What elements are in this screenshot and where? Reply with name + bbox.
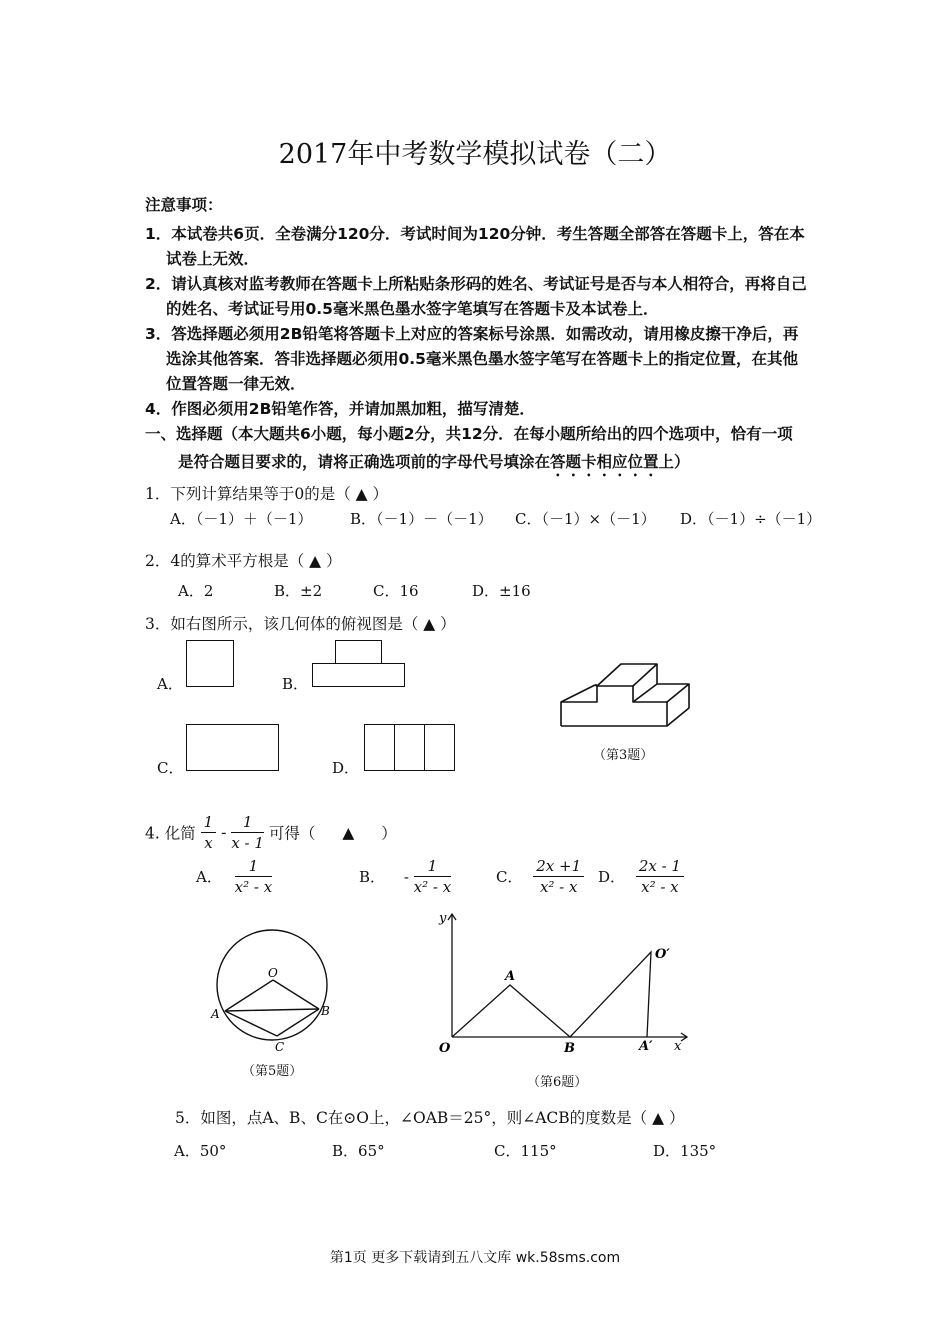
fig5-label-c: C [275, 1040, 285, 1054]
fig6-caption: （第6题） [527, 1075, 588, 1090]
q3-option-c-figure [186, 724, 279, 771]
note-1-line-1: 1．本试卷共6页．全卷满分120分．考试时间为120分钟．考生答题全部答在答题卡上，答在本 [145, 225, 805, 243]
q3-option-b: B． [282, 675, 309, 693]
q4-suffix: 可得（ [268, 824, 316, 843]
note-2-line-2: 的姓名、考试证号用0.5毫米黑色墨水签字笔填写在答题卡及本试卷上． [166, 300, 659, 318]
q3-option-a-figure [186, 640, 234, 687]
q3-stem: 3．如右图所示，该几何体的俯视图是（ ▲ ） [145, 615, 456, 633]
q4-option-c-num: 2x +1 [533, 856, 584, 877]
q4-option-b [359, 856, 451, 897]
q4-fraction-2-den: x - 1 [231, 834, 264, 852]
q3-option-d: D． [332, 759, 360, 777]
q1-option-b: B．（－1）－（－1） [350, 510, 493, 528]
q5-option-b: B．65° [332, 1142, 385, 1160]
page-footer: 第1页 更多下载请到五八文库 wk.58sms.com [329, 1250, 621, 1266]
fig6-label-o-prime: O′ [655, 947, 670, 962]
q4-option-b-fraction [414, 856, 452, 897]
q4-option-c-label: C． [496, 868, 523, 886]
q4-option-d [598, 856, 684, 897]
q4-option-c-den: x² - x [539, 878, 578, 896]
q4-stem [145, 812, 397, 858]
q3-solid-figure [555, 660, 695, 735]
q4-fraction-1-num: 1 [201, 812, 217, 833]
q5-option-a: A．50° [174, 1142, 227, 1160]
note-2-line-1: 2．请认真核对监考教师在答题卡上所粘贴条形码的姓名、考试证号是否与本人相符合，再将自己 [145, 275, 807, 293]
q4-option-b-label: B． [359, 868, 386, 886]
q1-option-a: A．（－1）＋（－1） [170, 510, 313, 528]
q4-fraction-2-num: 1 [231, 812, 264, 833]
note-4-line-1: 4．作图必须用2B铅笔作答，并请加黑加粗，描写清楚． [145, 400, 535, 418]
q4-fraction-1 [201, 812, 217, 853]
q4-option-d-den: x² - x [641, 878, 679, 896]
q2-option-a: A．2 [178, 582, 214, 600]
q4-option-c-fraction [533, 856, 584, 897]
note-3-line-1: 3．答选择题必须用2B铅笔将答题卡上对应的答案标号涂黑．如需改动，请用橡皮擦干净后，再 [145, 325, 799, 343]
q3-option-d-divider-2 [424, 724, 425, 771]
fig5-caption: （第5题） [242, 1064, 303, 1079]
q2-stem: 2．4的算术平方根是（ ▲ ） [145, 552, 342, 570]
q4-option-a [196, 856, 272, 897]
q4-option-b-sign: - [403, 867, 409, 886]
fig5-label-o: O [268, 966, 278, 980]
section-1-line-1: 一、选择题（本大题共6小题，每小题2分，共12分．在每小题所给出的四个选项中，恰有一项 [145, 425, 793, 443]
q5-stem: 5．如图，点A、B、C在⊙O上，∠OAB＝25°，则∠ACB的度数是（ ▲ ） [175, 1109, 685, 1127]
fig5-label-a: A [211, 1007, 220, 1021]
q3-option-c: C． [157, 759, 184, 777]
fig5-label-b: B [321, 1004, 330, 1018]
q4-option-d-fraction [636, 856, 684, 897]
fig6-label-b: B [564, 1041, 575, 1056]
fig5-circle-diagram [205, 925, 345, 1060]
q5-option-d: D．135° [653, 1142, 717, 1160]
q2-option-c: C．16 [373, 582, 419, 600]
q3-option-a: A． [157, 675, 183, 693]
q3-option-b-figure-bottom [312, 663, 405, 687]
q4-option-a-num: 1 [235, 856, 273, 877]
q4-minus: - [221, 823, 227, 842]
q4-fraction-2 [231, 812, 264, 853]
section-1-line-2 [178, 450, 690, 480]
q2-option-d: D．±16 [472, 582, 531, 600]
note-3-line-2: 选涂其他答案．答非选择题必须用0.5毫米黑色墨水签字笔写在答题卡上的指定位置，在其他 [166, 350, 798, 368]
q3-option-d-figure [364, 724, 455, 771]
q4-close: ） [381, 824, 397, 843]
q1-option-c: C．（－1）×（－1） [515, 510, 656, 528]
q4-option-b-den: x² - x [413, 878, 452, 896]
q4-option-c [496, 856, 584, 897]
q4-option-d-label: D． [598, 868, 626, 886]
q4-option-a-label: A． [196, 868, 222, 886]
q4-triangle: ▲ [342, 823, 355, 842]
section-1-line-2c: 上） [658, 453, 690, 471]
q4-fraction-1-den: x [204, 834, 213, 852]
q1-option-d: D．（－1）÷（－1） [680, 510, 822, 528]
fig6-label-a-prime: A′ [639, 1039, 653, 1054]
q4-option-a-fraction [235, 856, 273, 897]
notes-heading: 注意事项： [145, 196, 223, 214]
q3-figure-caption: （第3题） [593, 748, 654, 763]
q1-stem: 1．下列计算结果等于0的是（ ▲ ） [145, 485, 388, 503]
note-1-line-2: 试卷上无效． [166, 250, 260, 268]
section-1-line-2a: 是符合题目要求的，请将正确选项前的字母代号填涂在 [178, 453, 551, 471]
q2-option-b: B．±2 [274, 582, 323, 600]
q4-prefix: 4. 化简 [145, 824, 196, 843]
q3-option-d-divider-1 [394, 724, 395, 771]
fig6-label-o: O [439, 1041, 451, 1056]
fig6-coordinate-diagram [425, 900, 700, 1060]
fig6-label-a: A [505, 969, 516, 984]
note-3-line-3: 位置答题一律无效． [166, 375, 306, 393]
section-1-emphasis: 答题卡相应位置 [550, 453, 659, 471]
fig6-label-y: y [439, 911, 447, 926]
q4-option-a-den: x² - x [234, 878, 273, 896]
q4-option-b-num: 1 [414, 856, 452, 877]
q3-option-b-figure-top [335, 640, 382, 664]
q4-option-d-num: 2x - 1 [636, 856, 684, 877]
q5-option-c: C．115° [494, 1142, 557, 1160]
page-title: 2017年中考数学模拟试卷（二） [278, 139, 672, 170]
fig6-label-x: x [674, 1039, 682, 1054]
